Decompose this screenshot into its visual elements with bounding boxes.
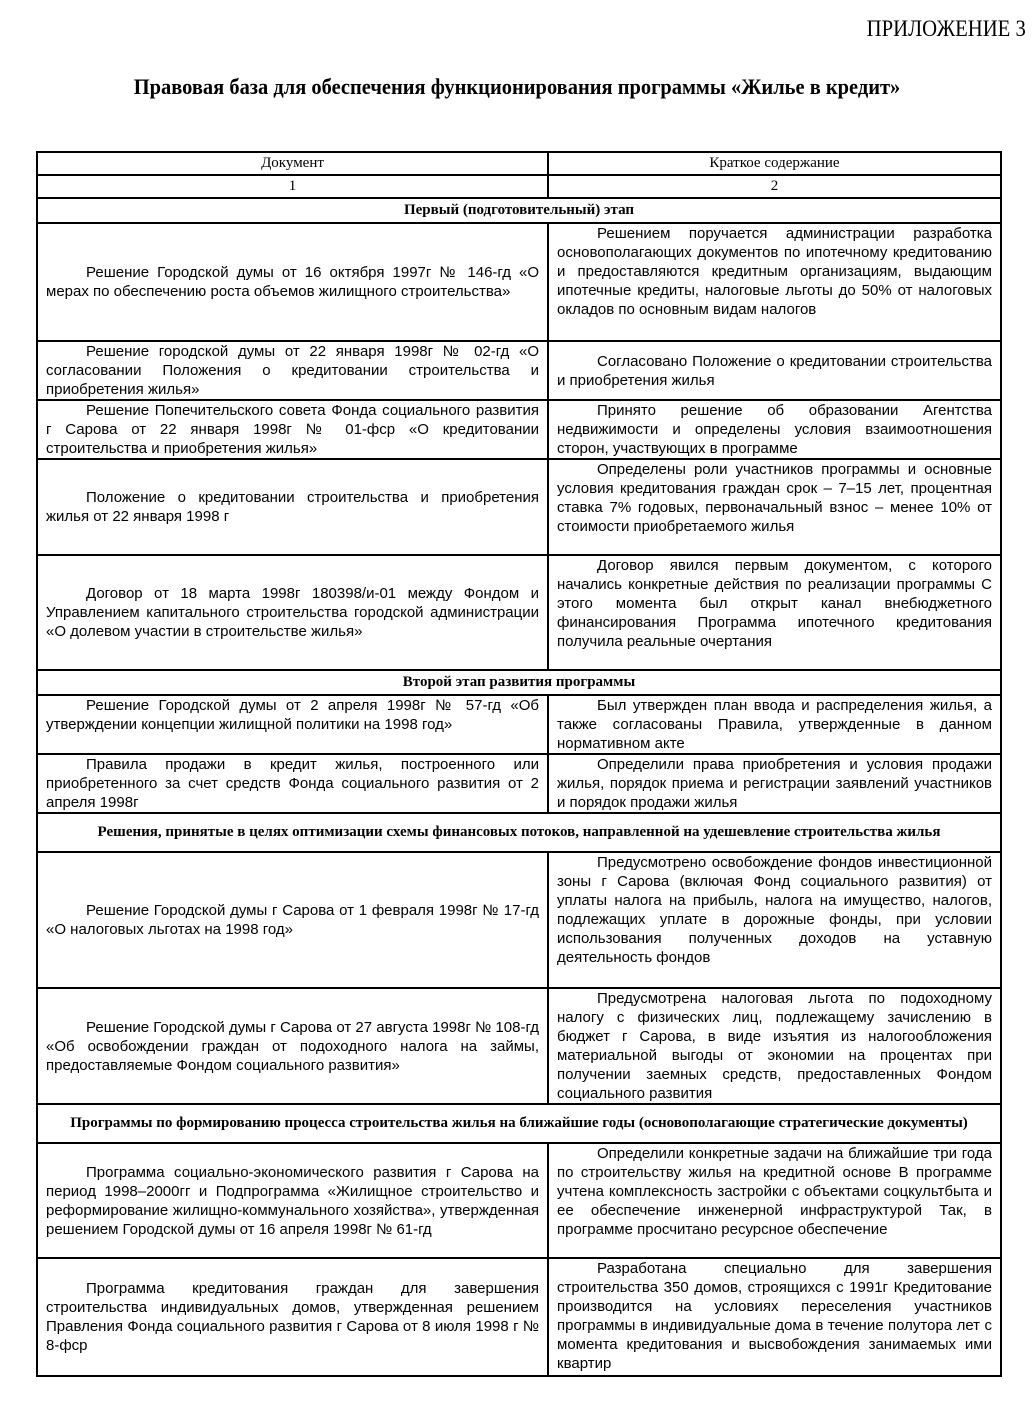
section-title: Второй этап развития программы bbox=[37, 670, 1001, 695]
summary-cell: Определили конкретные задачи на ближайшие три года по строительству жилья на кредитной основе В программе учтена комплексность застройки с объектами соцкультбыта и ее обеспечение инженерной инфраструктурой Так, в программе просчитано ресурсное обеспечение bbox=[548, 1143, 1001, 1258]
document-cell: Договор от 18 марта 1998г 180398/и-01 между Фондом и Управлением капитального строительства городской администрации «О долевом участии в строительстве жилья» bbox=[37, 555, 548, 670]
document-cell: Программа кредитования граждан для завершения строительства индивидуальных домов, утвержденная решением Правления Фонда социального развития г Сарова от 8 июля 1998 г № 8-фср bbox=[37, 1258, 548, 1376]
document-cell: Решение Городской думы г Сарова от 27 августа 1998г № 108-гд «Об освобождении граждан от подоходного налога на займы, предоставляемые Фондом социального развития» bbox=[37, 988, 548, 1104]
column-number-row bbox=[37, 175, 1001, 198]
column-number-2: 2 bbox=[548, 175, 1001, 198]
summary-cell: Согласовано Положение о кредитовании строительства и приобретения жилья bbox=[548, 341, 1001, 400]
appendix-label: ПРИЛОЖЕНИЕ 3 bbox=[866, 16, 1026, 41]
column-header-summary: Краткое содержание bbox=[548, 152, 1001, 175]
summary-cell: Принято решение об образовании Агентства недвижимости и определены условия взаимоотношения сторон, участвующих в программе bbox=[548, 400, 1001, 459]
document-cell: Положение о кредитовании строительства и приобретения жилья от 22 января 1998 г bbox=[37, 459, 548, 555]
document-cell: Правила продажи в кредит жилья, построенного или приобретенного за счет средств Фонда социального развития от 2 апреля 1998г bbox=[37, 754, 548, 813]
document-cell: Решение городской думы от 22 января 1998г № 02-гд «О согласовании Положения о кредитовании строительства и приобретения жилья» bbox=[37, 341, 548, 400]
legal-basis-table bbox=[36, 151, 1002, 1377]
table-row bbox=[37, 988, 1001, 1104]
table-row bbox=[37, 341, 1001, 400]
table-row bbox=[37, 1258, 1001, 1376]
column-header-document: Документ bbox=[37, 152, 548, 175]
summary-cell: Решением поручается администрации разработка основополагающих документов по ипотечному кредитованию и предоставляются кредитным организациям, выдающим ипотечные кредиты, налоговые льготы до 50% от налоговых окладов по основным видам налогов bbox=[548, 223, 1001, 341]
table-row bbox=[37, 223, 1001, 341]
section-row bbox=[37, 198, 1001, 223]
document-cell: Решение Городской думы г Сарова от 1 февраля 1998г № 17-гд «О налоговых льготах на 1998 год» bbox=[37, 852, 548, 988]
summary-cell: Был утвержден план ввода и распределения жилья, а также согласованы Правила, утвержденные в данном нормативном акте bbox=[548, 695, 1001, 754]
table-row bbox=[37, 1143, 1001, 1258]
section-row bbox=[37, 813, 1001, 852]
table-row bbox=[37, 400, 1001, 459]
document-cell: Решение Попечительского совета Фонда социального развития г Сарова от 22 января 1998г № 01-фср «О кредитовании строительства и приобретения жилья» bbox=[37, 400, 548, 459]
table-row bbox=[37, 754, 1001, 813]
summary-cell: Разработана специально для завершения строительства 350 домов, строящихся с 1991г Кредитование производится на условиях переселения участников программы в индивидуальные дома в течение полутора лет с момента кредитования и высвобождения занимаемых ими квартир bbox=[548, 1258, 1001, 1376]
summary-cell: Предусмотрено освобождение фондов инвестиционной зоны г Сарова (включая Фонд социального развития) от уплаты налога на прибыль, налога на имущество, налогов, подлежащих уплате в дорожные фонды, при условии использования полученных доходов на уставную деятельность фондов bbox=[548, 852, 1001, 988]
summary-cell: Предусмотрена налоговая льгота по подоходному налогу с физических лиц, подлежащему зачислению в бюджет г Сарова, в виде изъятия из налогообложения материальной выгоды от экономии на процентах при получении заемных средств, предоставленных Фондом социального развития bbox=[548, 988, 1001, 1104]
table-row bbox=[37, 459, 1001, 555]
table-row bbox=[37, 695, 1001, 754]
column-number-1: 1 bbox=[37, 175, 548, 198]
document-cell: Решение Городской думы от 16 октября 1997г № 146-гд «О мерах по обеспечению роста объемов жилищного строительства» bbox=[37, 223, 548, 341]
section-title: Решения, принятые в целях оптимизации схемы финансовых потоков, направленной на удешевление строительства жилья bbox=[37, 813, 1001, 852]
table-row bbox=[37, 555, 1001, 670]
summary-cell: Определили права приобретения и условия продажи жилья, порядок приема и регистрации заявлений участников и порядок продажи жилья bbox=[548, 754, 1001, 813]
summary-cell: Определены роли участников программы и основные условия кредитования граждан срок – 7–15 лет, процентная ставка 7% годовых, первоначальный взнос – менее 10% от стоимости приобретаемого жилья bbox=[548, 459, 1001, 555]
page-title: Правовая база для обеспечения функционирования программы «Жилье в кредит» bbox=[133, 74, 901, 99]
section-row bbox=[37, 1104, 1001, 1143]
document-cell: Программа социально-экономического развития г Сарова на период 1998–2000гг и Подпрограмма «Жилищное строительство и реформирование жилищно-коммунального хозяйства», утвержденная решением Городской думы от 16 апреля 1998г № 61-гд bbox=[37, 1143, 548, 1258]
table-row bbox=[37, 852, 1001, 988]
section-row bbox=[37, 670, 1001, 695]
document-cell: Решение Городской думы от 2 апреля 1998г № 57-гд «Об утверждении концепции жилищной политики на 1998 год» bbox=[37, 695, 548, 754]
summary-cell: Договор явился первым документом, с которого начались конкретные действия по реализации программы С этого момента был открыт канал внебюджетного финансирования Программа ипотечного кредитования получила реальные очертания bbox=[548, 555, 1001, 670]
section-title: Первый (подготовительный) этап bbox=[37, 198, 1001, 223]
header-row bbox=[37, 152, 1001, 175]
section-title: Программы по формированию процесса строительства жилья на ближайшие годы (основополагающие стратегические документы) bbox=[37, 1104, 1001, 1143]
